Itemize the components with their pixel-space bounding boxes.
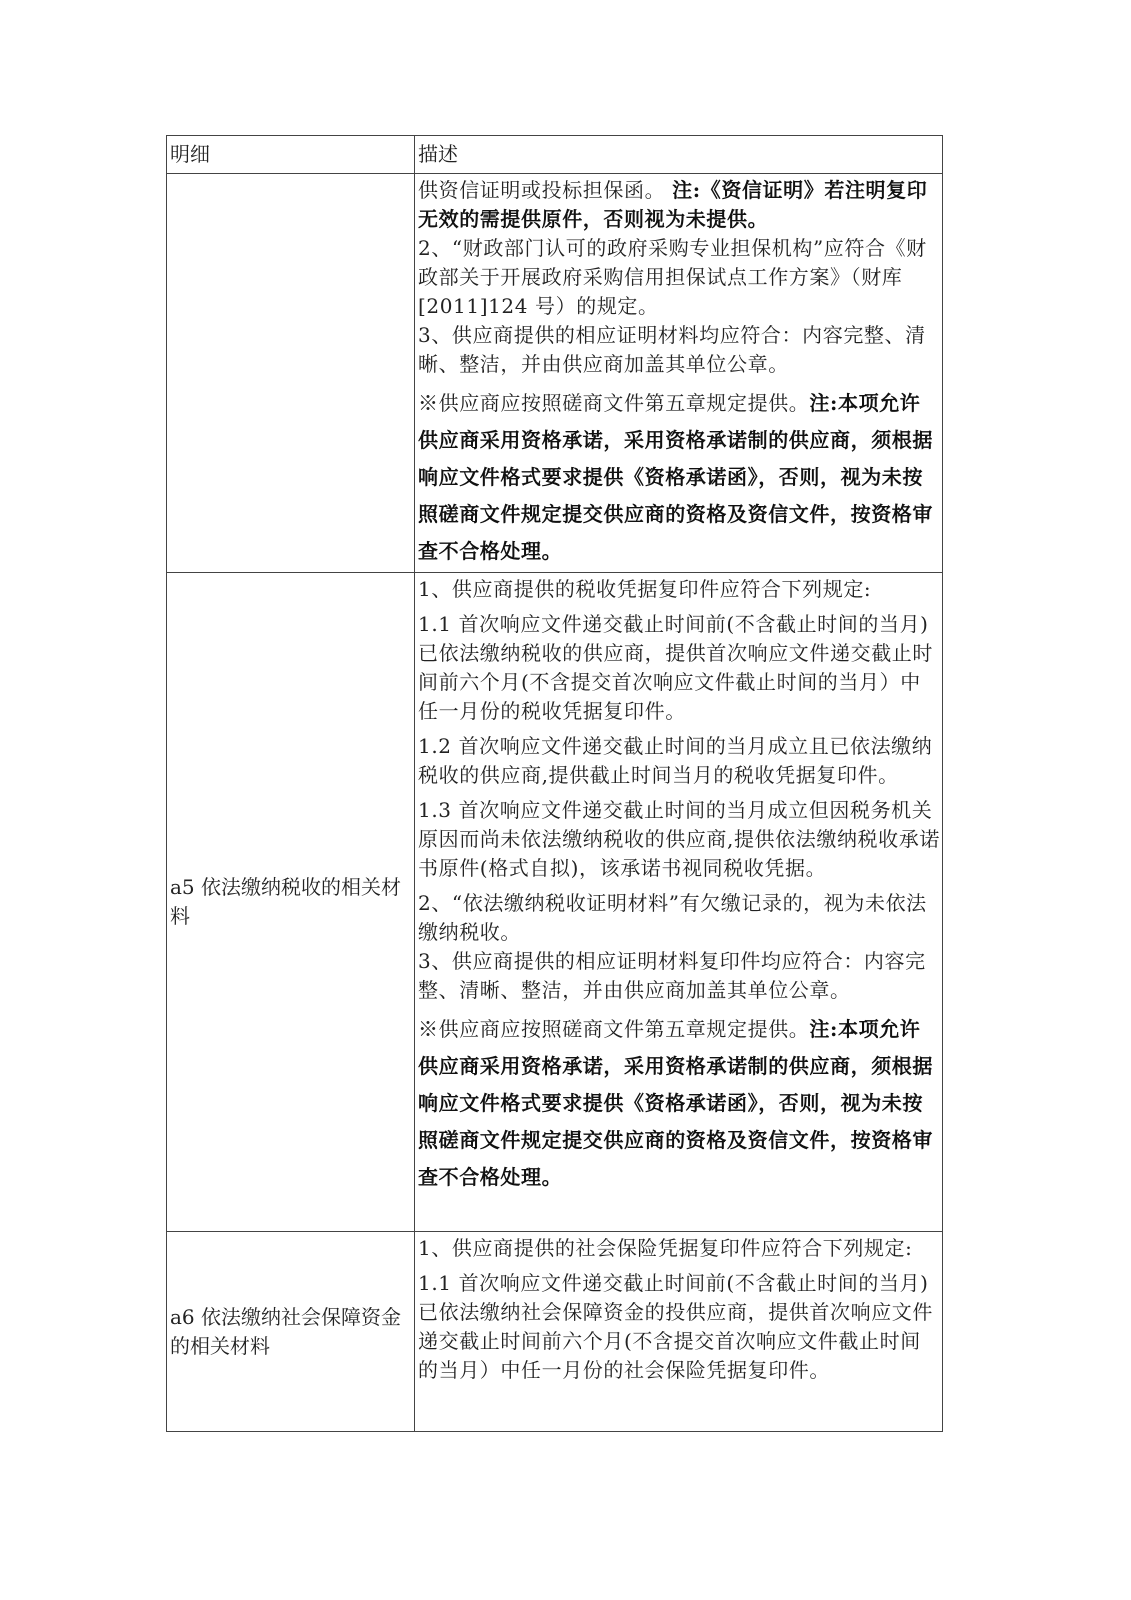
paragraph: 1.2 首次响应文件递交截止时间的当月成立且已依法缴纳税收的供应商,提供截止时间当月的税收凭据复印件。 — [418, 734, 933, 787]
item-cell: a5 依法缴纳税收的相关材料 — [167, 573, 415, 1232]
paragraph: 2、“依法缴纳税收证明材料”有欠缴记录的，视为未依法缴纳税收。 — [418, 891, 927, 944]
paragraph: 2、“财政部门认可的政府采购专业担保机构”应符合《财政部关于开展政府采购信用担保试点工作方案》（财库[2011]124 号）的规定。 — [418, 236, 927, 318]
paragraph: 供资信证明或投标担保函。 注:《资信证明》若注明复印无效的需提供原件，否则视为未提供。 — [418, 178, 928, 231]
table-row — [167, 1232, 943, 1432]
paragraph: 3、供应商提供的相应证明材料均应符合：内容完整、清晰、整洁，并由供应商加盖其单位公章。 — [418, 323, 926, 376]
description-cell — [415, 1232, 943, 1432]
paragraph: 1.1 首次响应文件递交截止时间前(不含截止时间的当月)已依法缴纳税收的供应商，提供首次响应文件递交截止时间前六个月(不含提交首次响应文件截止时间的当月）中任一月份的税收凭据复印件。 — [418, 612, 933, 723]
description-cell — [415, 573, 943, 1232]
paragraph: ※供应商应按照磋商文件第五章规定提供。注:本项允许供应商采用资格承诺，采用资格承诺制的供应商，须根据响应文件格式要求提供《资格承诺函》，否则，视为未按照磋商文件规定提交供应商的资格及资信文件，按资格审查不合格处理。 — [418, 1017, 933, 1189]
item-cell — [167, 174, 415, 573]
table-row — [167, 573, 943, 1232]
paragraph: ※供应商应按照磋商文件第五章规定提供。注:本项允许供应商采用资格承诺，采用资格承诺制的供应商，须根据响应文件格式要求提供《资格承诺函》，否则，视为未按照磋商文件规定提交供应商的资格及资信文件，按资格审查不合格处理。 — [418, 391, 933, 563]
header-description: 描述 — [415, 136, 943, 174]
description-cell — [415, 174, 943, 573]
paragraph: 1.1 首次响应文件递交截止时间前(不含截止时间的当月)已依法缴纳社会保障资金的投供应商，提供首次响应文件递交截止时间前六个月(不含提交首次响应文件截止时间的当月）中任一月份的社会保险凭据复印件。 — [418, 1271, 933, 1382]
table-header-row — [167, 136, 943, 174]
paragraph: 1、供应商提供的税收凭据复印件应符合下列规定: — [418, 577, 872, 601]
requirements-table — [166, 135, 943, 1432]
table-row — [167, 174, 943, 573]
paragraph: 1.3 首次响应文件递交截止时间的当月成立但因税务机关原因而尚未依法缴纳税收的供应商,提供依法缴纳税收承诺书原件(格式自拟)，该承诺书视同税收凭据。 — [418, 798, 940, 880]
item-cell: a6 依法缴纳社会保障资金的相关材料 — [167, 1232, 415, 1432]
header-detail: 明细 — [167, 136, 415, 174]
paragraph: 1、供应商提供的社会保险凭据复印件应符合下列规定: — [418, 1236, 913, 1260]
paragraph: 3、供应商提供的相应证明材料复印件均应符合：内容完整、清晰、整洁，并由供应商加盖其单位公章。 — [418, 949, 926, 1002]
